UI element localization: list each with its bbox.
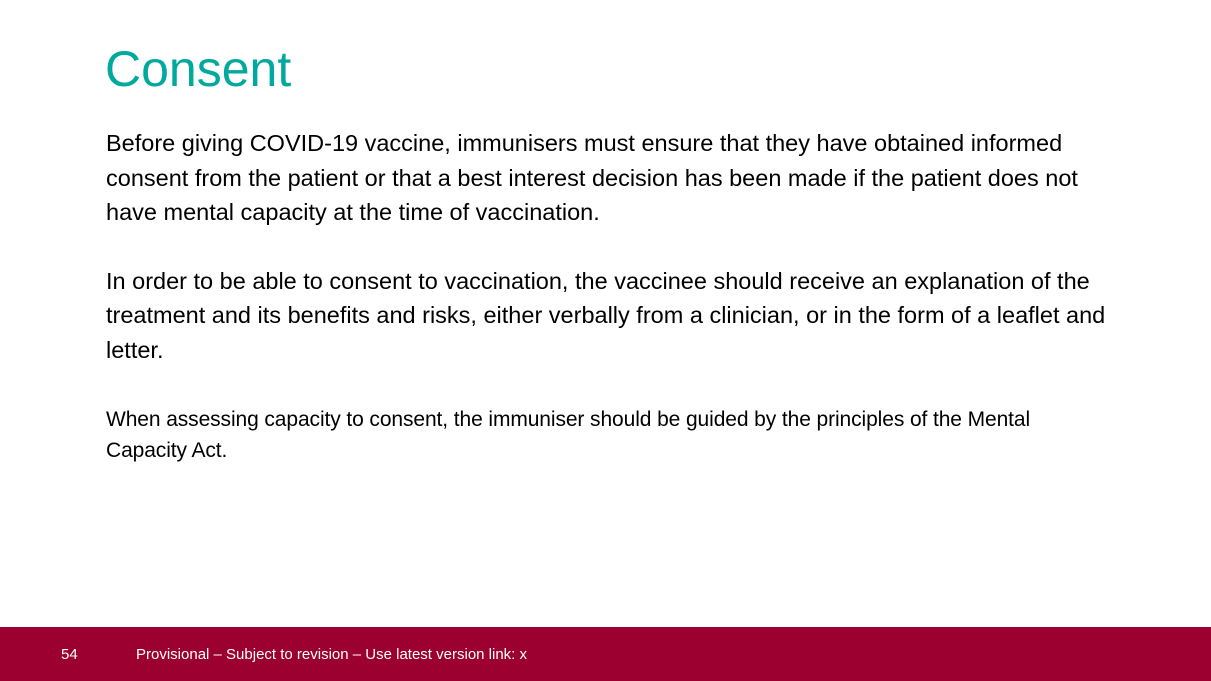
footer-note: Provisional – Subject to revision – Use latest version link: x: [136, 646, 528, 663]
paragraph-explanation: In order to be able to consent to vaccination, the vaccinee should receive an explanation of the treatment and its benefits and risks, either verbally from a clinician, or in the form of a leaflet and letter.: [106, 267, 1106, 363]
slide-title: Consent: [105, 41, 292, 97]
slide-body: [106, 126, 1106, 466]
paragraph-mental-capacity: When assessing capacity to consent, the immuniser should be guided by the principles of the Mental Capacity Act.: [106, 408, 1031, 462]
paragraph-informed-consent: Before giving COVID-19 vaccine, immunisers must ensure that they have obtained informed consent from the patient or that a best interest decision has been made if the patient does not have mental capacity at the time of vaccination.: [106, 130, 1078, 225]
footer-bar: [0, 627, 1211, 681]
page-number: 54: [61, 646, 78, 663]
